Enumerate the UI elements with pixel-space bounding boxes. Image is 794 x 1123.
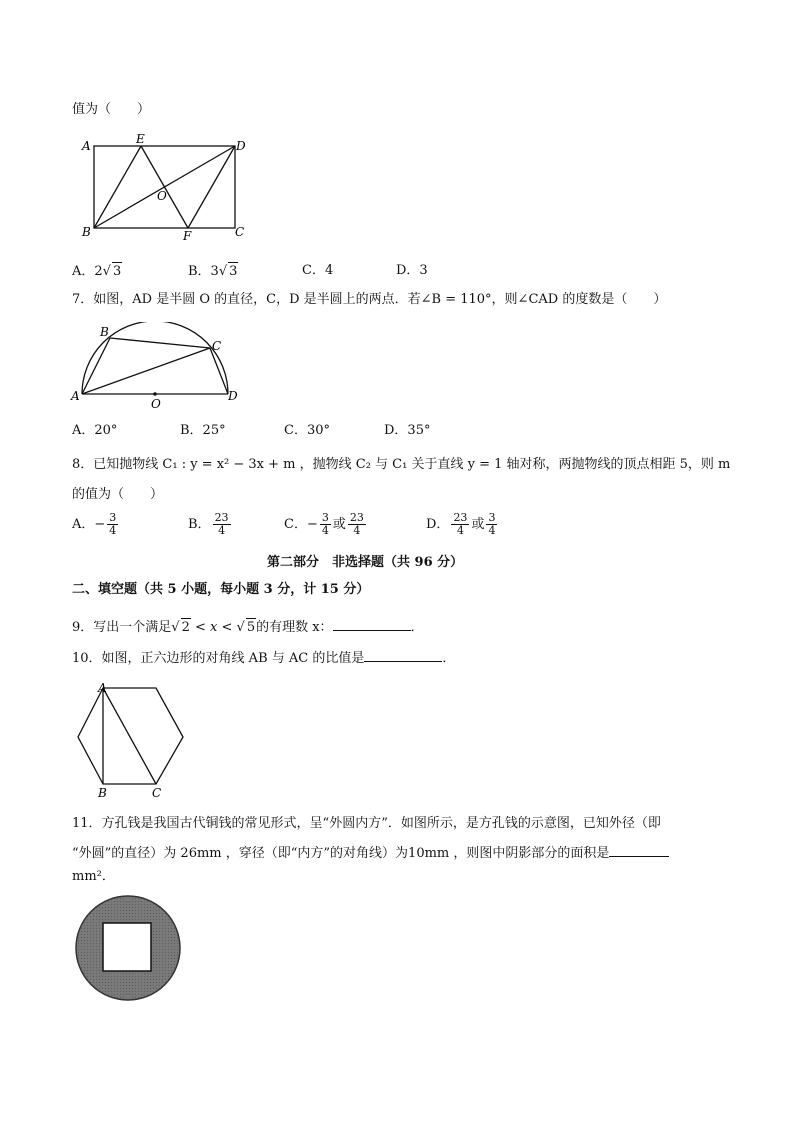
q6-option-b-prefix: B．3 xyxy=(188,264,219,279)
q6-option-a-radicand: 3 xyxy=(112,264,122,279)
q9-answer-blank[interactable] xyxy=(333,616,411,631)
q11-line3: mm²． xyxy=(72,869,115,884)
q9-suffix: 的有理数 x： xyxy=(256,620,333,635)
fraction xyxy=(486,512,497,537)
fraction xyxy=(107,512,118,537)
q9-prefix: 9．写出一个满足 xyxy=(72,620,172,635)
q10-hexagon-figure xyxy=(70,680,190,800)
part2-title: 第二部分 非选择题（共 96 分） xyxy=(267,555,464,570)
label-C: C xyxy=(212,339,222,353)
q11-line1: 11．方孔钱是我国古代铜钱的常见形式，呈“外圆内方”．如图所示，是方孔钱的示意图，已知外径（即 xyxy=(72,816,661,831)
q8-line1: 8．已知抛物线 C₁ : y = x² − 3x + m ，抛物线 C₂ 与 C₁ 关于直线 y = 1 轴对称，两抛物线的顶点相距 5，则 m xyxy=(72,457,731,472)
q7-option-d: D．35° xyxy=(384,423,431,438)
q11-line2-text: “外圆”的直径）为 26mm ，穿径（即“内方”的对角线）为10mm ，则图中阴影部分的面积是 xyxy=(72,846,610,861)
q6-option-b-radicand: 3 xyxy=(229,264,238,279)
label-E: E xyxy=(136,132,145,146)
q7-text: 7．如图，AD 是半圆 O 的直径，C，D 是半圆上的两点．若∠B = 110°，则∠CAD 的度数是（ ） xyxy=(72,292,667,307)
sqrt-sign: √ xyxy=(171,620,180,635)
q6-option-a xyxy=(72,262,122,281)
q6-option-a-prefix: A．2 xyxy=(72,264,103,279)
numerator: 23 xyxy=(214,511,229,524)
q8-option-a-label: A．− xyxy=(72,517,106,532)
numerator: 3 xyxy=(488,511,496,524)
q11-answer-blank[interactable] xyxy=(609,842,669,857)
q10-stem: 10．如图，正六边形的对角线 AB 与 AC 的比值是 xyxy=(72,651,365,666)
label-B: B xyxy=(82,225,91,239)
fraction xyxy=(451,512,469,537)
label-A: A xyxy=(82,139,91,153)
fraction xyxy=(213,512,231,537)
label-D: D xyxy=(236,139,246,153)
q8-option-b-label: B． xyxy=(188,517,211,532)
label-B: B xyxy=(98,786,107,800)
numerator: 3 xyxy=(321,511,329,524)
q8-option-d xyxy=(426,512,499,537)
label-C: C xyxy=(235,225,245,239)
q8-option-b xyxy=(188,512,233,537)
q7-semicircle-figure xyxy=(70,322,250,412)
fraction xyxy=(348,512,366,537)
q6-tail-text: 值为（ ） xyxy=(72,102,151,117)
q9-mid: < x < xyxy=(190,620,237,635)
q10-answer-blank[interactable] xyxy=(364,647,442,662)
q8-option-c-label: C．− xyxy=(284,517,318,532)
numerator: 23 xyxy=(453,511,468,524)
fraction xyxy=(320,512,331,537)
q9-text xyxy=(72,616,424,637)
q8-line2: 的值为（ ） xyxy=(72,487,164,502)
q10-text xyxy=(72,647,455,668)
q6-option-b xyxy=(188,262,238,281)
sqrt-sign: √ xyxy=(236,620,245,635)
label-O: O xyxy=(151,397,161,411)
q9-sqrt2: 2 xyxy=(181,620,190,635)
label-B: B xyxy=(100,325,109,339)
label-A: A xyxy=(71,389,80,403)
numerator: 23 xyxy=(349,511,364,524)
q8-option-a xyxy=(72,512,120,537)
numerator: 3 xyxy=(109,511,117,524)
denominator: 4 xyxy=(109,524,117,537)
q11-line2 xyxy=(72,842,669,863)
q8-option-d-label: D． xyxy=(426,517,450,532)
label-D: D xyxy=(228,389,238,403)
label-F: F xyxy=(183,229,192,242)
label-C: C xyxy=(152,786,162,800)
denominator: 4 xyxy=(321,524,329,537)
q7-option-b: B．25° xyxy=(180,423,226,438)
q6-option-d: D．3 xyxy=(396,263,428,278)
denominator: 4 xyxy=(488,524,496,537)
denominator: 4 xyxy=(218,524,226,537)
q7-option-c: C．30° xyxy=(284,423,330,438)
label-O: O xyxy=(157,189,167,203)
denominator: 4 xyxy=(456,524,464,537)
q11-coin-figure xyxy=(74,894,184,1004)
label-A: A xyxy=(98,681,107,695)
section2-title: 二、填空题（共 5 小题，每小题 3 分，计 15 分） xyxy=(72,582,370,597)
q9-sqrt5: 5 xyxy=(246,620,256,635)
denominator: 4 xyxy=(353,524,361,537)
or-text: 或 xyxy=(332,517,346,532)
sqrt-sign: √ xyxy=(218,264,228,279)
q6-rectangle-figure xyxy=(80,132,270,242)
q6-option-c: C．4 xyxy=(302,263,334,278)
q9-end: ． xyxy=(410,620,424,635)
sqrt-sign: √ xyxy=(102,264,111,279)
or-text: 或 xyxy=(471,517,485,532)
q10-end: ． xyxy=(442,651,456,666)
q7-option-a: A．20° xyxy=(72,423,118,438)
q8-option-c xyxy=(284,512,368,537)
